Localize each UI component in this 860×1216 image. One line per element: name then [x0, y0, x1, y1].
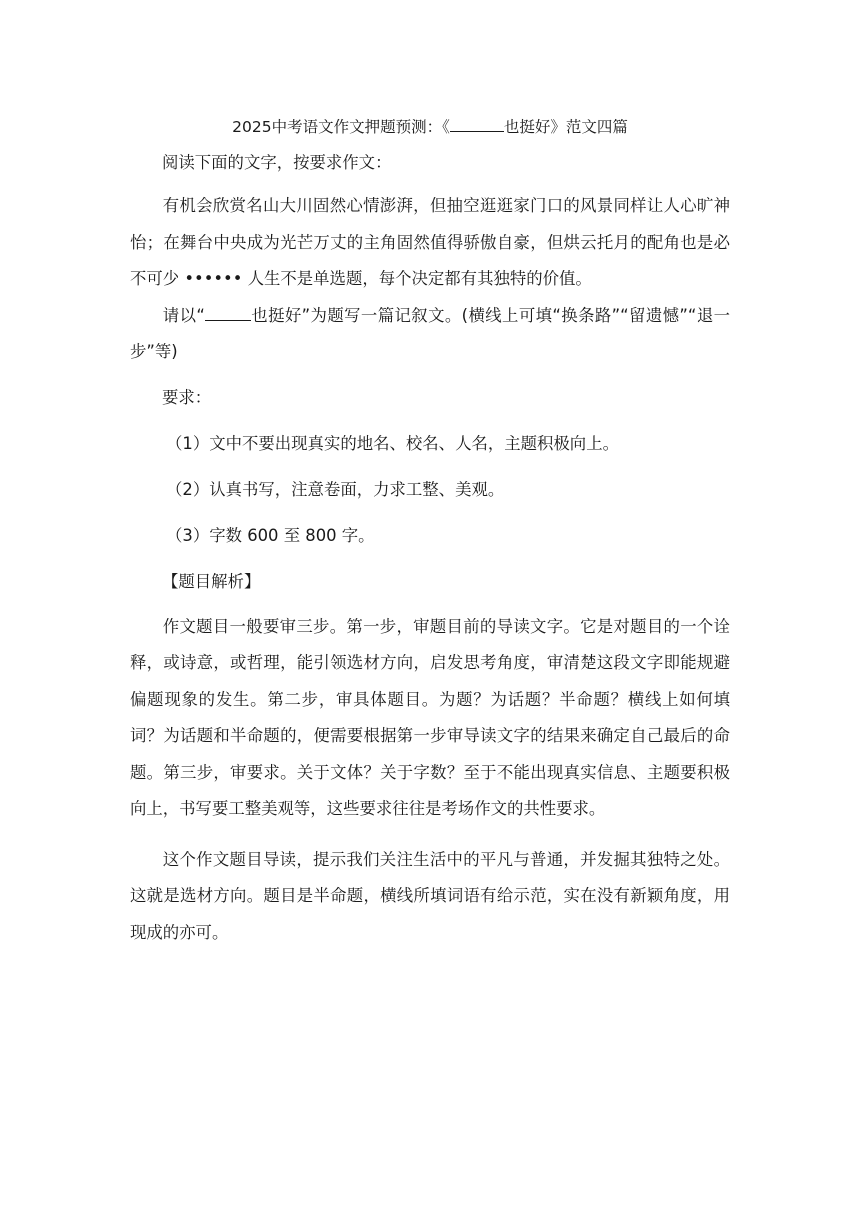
document-page — [130, 112, 730, 951]
requirements-label: 要求： — [162, 387, 212, 407]
prompt-prefix: 请以“ — [162, 305, 205, 325]
analysis-paragraph-2: 这个作文题目导读，提示我们关注生活中的平凡与普通，并发掘其独特之处。这就是选材方向。题目是半命题，横线所填词语有给示范，实在没有新颖角度，用现成的亦可。 — [130, 849, 730, 942]
analysis-paragraph-1: 作文题目一般要审三步。第一步，审题目前的导读文字。它是对题目的一个诠释，或诗意，或哲理，能引领选材方向，启发思考角度，审清楚这段文字即能规避偏题现象的发生。第二步，审具体题目。为题？为话题？半命题？横线上如何填词？为话题和半命题的，便需要根据第一步审导读文字的结果来确定自己最后的命题。第三步，审要求。关于文体？关于字数？至于不能出现真实信息、主题要积极向上，书写要工整美观等，这些要求往往是考场作文的共性要求。 — [130, 616, 730, 818]
analysis-heading: 【题目解析】 — [162, 571, 261, 591]
prompt-suffix: 也挺好”为题写一篇记叙文。(横线上可填“换条路”“留遗憾”“退一步”等) — [130, 305, 730, 361]
requirement-item-3: （3）字数 600 至 800 字。 — [166, 525, 375, 545]
title-prefix: 2025中考语文作文押题预测：《 — [232, 118, 450, 136]
prompt-blank-line — [205, 306, 251, 321]
intro-text: 阅读下面的文字，按要求作文： — [162, 153, 392, 172]
prompt-paragraph — [130, 298, 730, 371]
material-paragraph: 有机会欣赏名山大川固然心情澎湃，但抽空逛逛家门口的风景同样让人心旷神怡；在舞台中央成为光芒万丈的主角固然值得骄傲自豪，但烘云托月的配角也是必不可少 •••••• 人生不是单选题，每个决定都有其独特的价值。 — [130, 196, 730, 288]
title-blank-line — [450, 117, 504, 132]
document-title — [130, 112, 730, 142]
requirement-item-1: （1）文中不要出现真实的地名、校名、人名，主题积极向上。 — [166, 433, 619, 453]
title-suffix: 也挺好》范文四篇 — [503, 118, 628, 136]
requirement-item-2: （2）认真书写，注意卷面，力求工整、美观。 — [166, 479, 505, 499]
